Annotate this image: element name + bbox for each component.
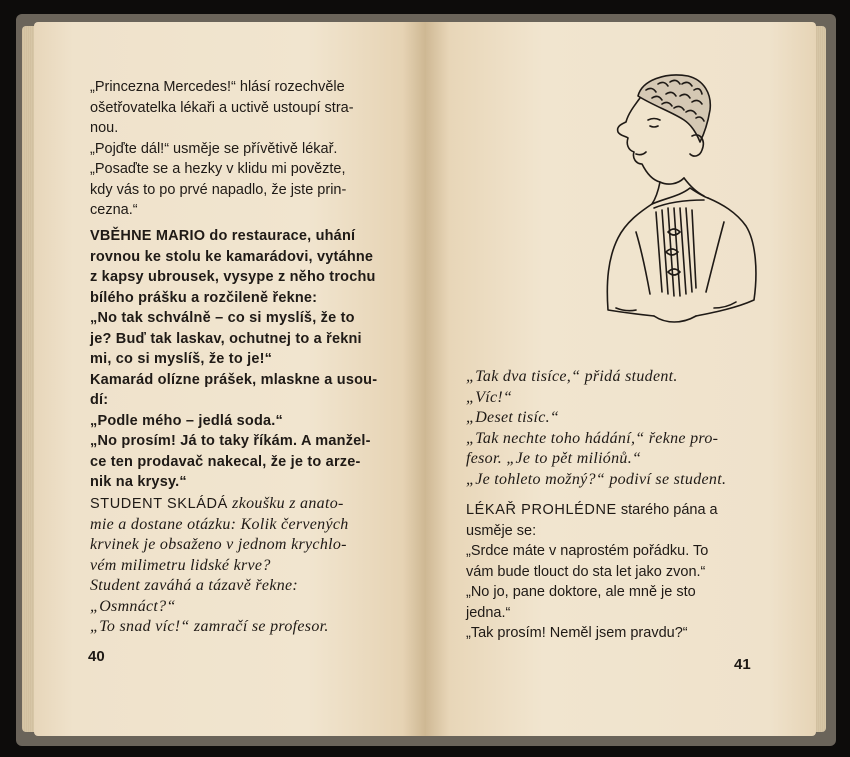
text-line: jedna.“ — [466, 604, 511, 621]
joke-2 — [90, 226, 377, 493]
text-line: „Tak prosím! Neměl jsem pravdu?“ — [466, 625, 688, 641]
text-line: Kamarád olízne prášek, mlaskne a usou- — [90, 371, 378, 388]
joke-4-first-rest: starého pána a — [620, 502, 718, 518]
text-line: kdy vás to po prvé napadlo, že jste prin- — [90, 181, 347, 198]
text-line: „Tak nechte toho hádání,“ řekne pro- — [466, 429, 719, 447]
text-line: vám bude tlouct do sta let jako zvon.“ — [466, 563, 706, 580]
page-number-left: 40 — [88, 648, 105, 665]
text-line: „Osmnáct?“ — [90, 597, 176, 615]
joke-3 — [90, 494, 349, 638]
text-line: krvinek je obsaženo v jednom krychlo- — [90, 536, 347, 553]
text-line: „Deset tisíc.“ — [466, 409, 560, 426]
text-line — [466, 500, 718, 521]
text-line: usměje se: — [466, 522, 537, 539]
text-line: „Pojďte dál!“ usměje se přívětivě lékař. — [90, 140, 338, 157]
joke-1 — [90, 77, 354, 221]
text-line: cezna.“ — [90, 202, 138, 218]
joke-4 — [466, 500, 718, 644]
text-line: VBĚHNE MARIO do restaurace, uhání — [90, 228, 356, 244]
text-line: „Princezna Mercedes!“ hlásí rozechvěle — [90, 79, 345, 95]
joke-4-lead: LÉKAŘ PROHLÉDNE — [466, 502, 617, 518]
joke-3-continued — [466, 367, 726, 490]
text-line: „Je tohleto možný?“ podiví se student. — [466, 470, 727, 488]
text-line: mi, co si myslíš, že to je!“ — [90, 351, 273, 367]
text-line: je? Buď tak laskav, ochutnej to a řekni — [90, 330, 362, 347]
text-line: vém milimetru lidské krve? — [90, 556, 271, 574]
text-line: mie a dostane otázku: Kolik červených — [90, 515, 349, 533]
text-line: Student zaváhá a tázavě řekne: — [90, 577, 299, 594]
text-line: rovnou ke stolu ke kamarádovi, vytáhne — [90, 248, 374, 265]
text-line: „Podle mého – jedlá soda.“ — [90, 412, 283, 429]
joke-3-first-rest: zkoušku z anato- — [232, 495, 344, 512]
text-line: z kapsy ubrousek, vysype z něho trochu — [90, 269, 376, 285]
page-number-right: 41 — [734, 656, 751, 673]
left-page — [34, 22, 426, 736]
text-line: „No tak schválně – co si myslíš, že to — [90, 310, 355, 326]
text-line — [90, 494, 349, 515]
man-caricature-illustration — [596, 62, 766, 362]
text-line: „No prosím! Já to taky říkám. A manžel- — [90, 433, 371, 449]
text-line: bílého prášku a rozčileně řekne: — [90, 289, 318, 306]
text-line: „No jo, pane doktore, ale mně je sto — [466, 584, 696, 600]
text-line: „Posaďte se a hezky v klidu mi povězte, — [90, 161, 346, 177]
joke-3-lead: STUDENT SKLÁDÁ — [90, 496, 228, 512]
text-line: „Víc!“ — [466, 388, 513, 406]
text-line: „Srdce máte v naprostém pořádku. To — [466, 543, 709, 559]
text-line: fesor. „Je to pět miliónů.“ — [466, 450, 642, 467]
text-line: ošetřovatelka lékaři a uctivě ustoupí stra- — [90, 99, 354, 116]
text-line: „Tak dva tisíce,“ přidá student. — [466, 368, 678, 385]
text-line: nik na krysy.“ — [90, 474, 187, 490]
text-line: dí: — [90, 392, 109, 408]
text-line: „To snad víc!“ zamračí se profesor. — [90, 618, 329, 635]
text-line: nou. — [90, 120, 119, 136]
text-line: ce ten prodavač nakecal, že je to arze- — [90, 453, 361, 470]
right-page — [426, 22, 816, 736]
